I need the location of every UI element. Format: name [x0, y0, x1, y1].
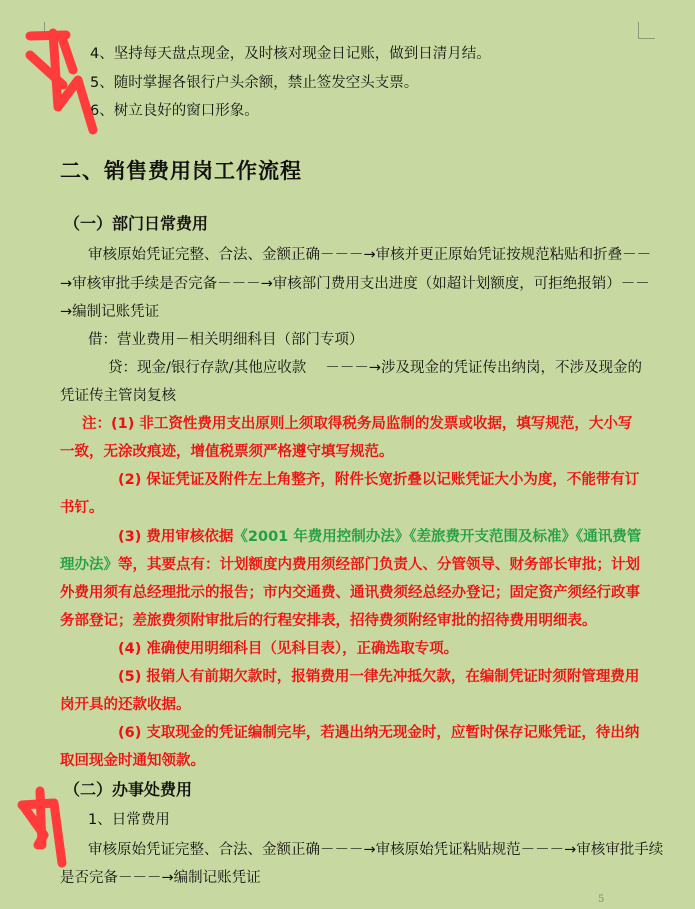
list-item: 6、树立良好的窗口形象。	[90, 103, 259, 119]
subsection-title: （一）部门日常费用	[64, 214, 209, 233]
flow-line: 审核原始凭证完整、合法、金额正确－－－→审核原始凭证粘贴规范－－－→审核审批手续	[88, 842, 664, 858]
note-5: (5) 报销人有前期欠款时，报销费用一律先冲抵欠款，在编制凭证时须附管理费用	[118, 669, 640, 685]
note-4: (4) 准确使用明细科目（见科目表），正确选取专项。	[118, 641, 459, 657]
subsection-title: （二）办事处费用	[64, 780, 193, 799]
flow-line: →编制记账凭证	[60, 304, 160, 320]
flow-line: 是否完备－－－→编制记账凭证	[60, 870, 261, 886]
handwritten-star-icon	[14, 785, 74, 870]
page-number: 5	[598, 894, 605, 905]
section-title: 二、销售费用岗工作流程	[60, 159, 302, 183]
note-3-text: 等，其要点有：计划额度内费用须经部门负责人、分管领导、财务部长审批；计划	[118, 557, 640, 573]
note-3-documents-end: 理办法》	[60, 557, 118, 573]
note-2: (2) 保证凭证及附件左上角整齐，附件长宽折叠以记账凭证大小为度，不能带有订	[118, 472, 640, 488]
note-3-continued: 务部登记；差旅费须附审批后的行程安排表，招待费须附经审批的招待费用明细表。	[60, 613, 597, 629]
note-3-continued: 外费用须有总经理批示的报告；市内交通费、通讯费须经总经办登记；固定资产须经行政事	[60, 585, 640, 601]
list-item: 4、坚持每天盘点现金，及时核对现金日记账，做到日清月结。	[90, 46, 491, 62]
list-item: 5、随时掌握各银行户头余额，禁止签发空头支票。	[90, 75, 419, 91]
note-1-continued: 一致，无涂改痕迹，增值税票须严格遵守填写规范。	[60, 444, 394, 460]
debit-entry: 借：营业费用－相关明细科目（部门专项）	[88, 332, 364, 348]
note-5-continued: 岗开具的还款收据。	[60, 697, 191, 713]
note-6: (6) 支取现金的凭证编制完毕，若遇出纳无现金时，应暂时保存记账凭证，待出纳	[118, 725, 640, 741]
flow-line: →审核审批手续是否完备－－－→审核部门费用支出进度（如超计划额度，可拒绝报销）－－	[60, 276, 650, 292]
note-3-documents: 《2001 年费用控制办法》《差旅费开支范围及标准》《通讯费管	[233, 529, 642, 545]
list-item: 1、日常费用	[88, 812, 170, 828]
note-1: 注：(1) 非工资性费用支出原则上须取得税务局监制的发票或收据，填写规范，大小写	[82, 416, 633, 432]
note-6-continued: 取回现金时通知领款。	[60, 753, 205, 769]
credit-entry-continued: 凭证传主管岗复核	[60, 388, 176, 404]
flow-line: 审核原始凭证完整、合法、金额正确－－－→审核并更正原始凭证按规范粘贴和折叠－－	[88, 247, 652, 263]
note-3-continued	[60, 553, 640, 574]
note-2-continued: 书钉。	[60, 500, 104, 516]
note-3-prefix: (3) 费用审核依据	[118, 529, 234, 545]
note-3	[118, 525, 641, 546]
credit-entry: 贷：现金/银行存款/其他应收款 －－－→涉及现金的凭证传出纳岗，不涉及现金的	[108, 360, 643, 376]
page-corner-mark-top-right	[638, 22, 655, 39]
handwritten-annotation-icon	[18, 25, 108, 145]
